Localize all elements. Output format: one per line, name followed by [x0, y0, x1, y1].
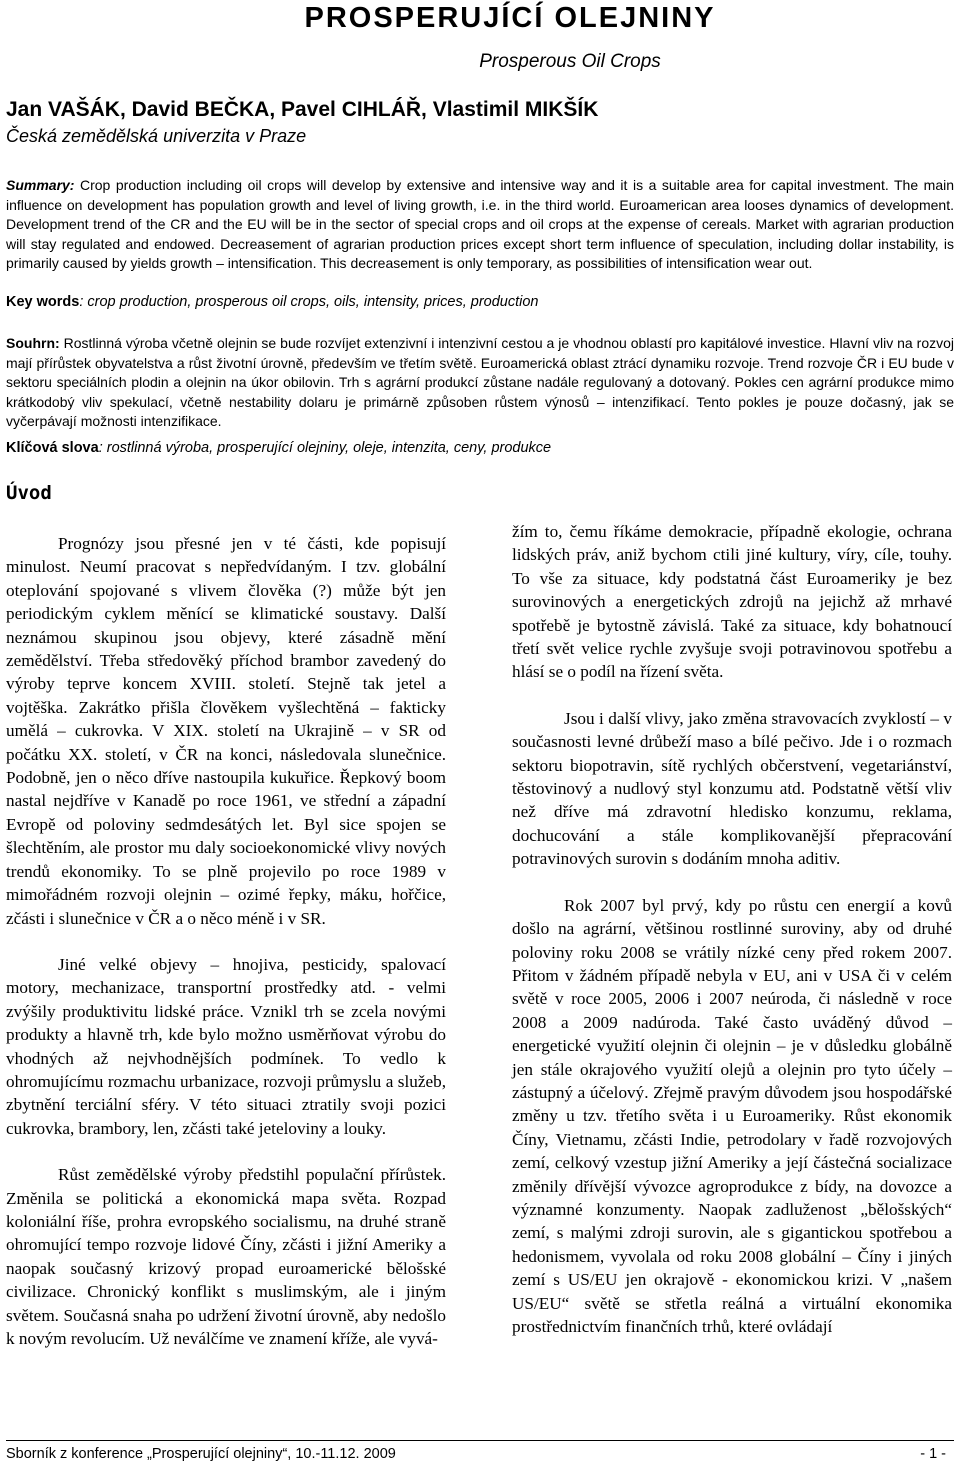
- left-column: [6, 532, 446, 1373]
- paper-subtitle: Prosperous Oil Crops: [479, 51, 661, 72]
- left-paragraph: Prognózy jsou přesné jen v té části, kde popisují minulost. Neumí pracovat s nepředvídaným. I tzv. globální oteplování spojované s vlivem člověka (?) může být jen periodickým cyklem měnící se klimatické soustavy. Další neznámou skupinou jsou objevy, které zásadně mění zemědělství. Třeba středověký příchod brambor zavedený do výroby teprve koncem XVIII. století. Stejně tak jetel a vojtěška. Zakrátko přišla člověkem vyšlechtěná – fakticky umělá – cukrovka. V XIX. století na Ukrajině – v SR od počátku XX. století, v ČR na konci, následovala slunečnice. Podobně, jen o něco dříve nastoupila kukuřice. Řepkový boom nastal nejdříve v Kanadě po roce 1961, ve střední a západní Evropě od poloviny sedmdesátých let. Byl sice spojen se šlechtěním, ale prostor mu daly socioekonomické vlivy nových trendů ekonomiky. To se plně projevilo po roce 1989 v mimořádném rozvoji olejnin – ozimé řepky, máku, hořčice, zčásti i slunečnice v ČR a o něco méně i v SR.: [6, 534, 446, 928]
- footer-source: Sborník z konference „Prosperující olejniny“, 10.-11.12. 2009: [6, 1446, 396, 1462]
- left-paragraph: Růst zemědělské výroby předstihl populační přírůstek. Změnila se politická a ekonomická mapa světa. Rozpad koloniální říše, prohra evropského socialismu, na druhé straně ohromující tempo rozvoje lidové Číny, zčásti i jižní Ameriky a naopak současný krizový propad euroamerické bělošské civilizace. Chronický konflikt s muslimským, ale i jiným světem. Současná snaha po udržení životní úrovně, aby nedošlo k novým revolucím. Už neválčíme ve znamení kříže, ale vyvá-: [6, 1165, 446, 1348]
- keywords-en-label: Key words: [6, 294, 80, 310]
- footer-divider: [6, 1440, 954, 1441]
- paper-title: PROSPERUJÍCÍ OLEJNINY: [304, 2, 716, 34]
- summary-label: Summary:: [6, 177, 75, 193]
- summary-text: Crop production including oil crops will develop by extensive and intensive way and it is a suitable area for capital investment. The main influence on development has population growth and level of living growth, i.e. in the third world. Euroamerican area looses dynamics of development. Development trend of the CR and the EU will be in the sector of special crops and oil crops at the expense of cereals. Market with agrarian production will stay regulated and endowed. Decreasement of agrarian production prices except short term influence of speculation, including dollar instability, is primarily caused by yields growth – intensification. This decreasement is only temporary, as possibilities of intensification wear out.: [6, 177, 954, 272]
- summary-paragraph: [6, 176, 954, 274]
- affiliation: Česká zemědělská univerzita v Praze: [6, 126, 307, 146]
- right-paragraph: Jsou i další vlivy, jako změna stravovacích zvyklostí – v současnosti levné drůbeží maso a bílé pečivo. Jde i o rozmach sektoru biopotravin, sítě rychlých občerstvení, vegetariánství, těstovinový a nudlový styl konzumu atd. Podstatně větší vliv než dříve má zdravotní hledisko konzumu, reklama, dochucování a stále komplikovanější přepracování potravinových surovin s dodáním mnoha aditiv.: [512, 708, 952, 869]
- left-paragraph: Jiné velké objevy – hnojiva, pesticidy, spalovací motory, mechanizace, transportní prostředky atd. - velmi zvýšily produktivitu lidské práce. Vznikl trh se zcela novými produkty a hlavně trh, kde bylo možno usměrňovat výrobu do vhodných až nejvhodnějších podmínek. To vedlo k ohromujícímu rozmachu urbanizace, rozvoji průmyslu a služeb, zbytnění terciální sféry. V této situaci ztratily svoji pozici cukrovka, brambory, len, zčásti také jeteloviny a louky.: [6, 954, 446, 1138]
- right-paragraph: Rok 2007 byl prvý, kdy po růstu cen energií a kovů došlo na agrární, většinou rostlinné suroviny, aby od druhé poloviny roku 2008 se vrátily nízké ceny před rokem 2007. Přitom v žádném případě nebyla v EU, ani v USA či v celém světě v roce 2005, 2006 i 2007 neúroda, či následně v roce 2008 a 2009 nadúroda. Také často uváděný důvod – energetické využití olejnin či olejnin – je v důsledku globálně jen stále okrajového využití olejů a olejnin pro tyto účely – zástupný a účelový. Zřejmě pravým důvodem jsou hospodářské změny u tzv. třetího světa i u Euroameriky. Růst ekonomik Číny, Vietnamu, zčásti Indie, petrodolary v řadě rozvojových zemí, celkový vzestup jižní Ameriky a její částečná socializace změnily dřívější vývozce agroprodukce z bídy, na dovozce a významné konzumenty. Naopak zadluženost „bělošských“ zemí, s malými zdroji surovin, ale s gigantickou spotřebou a hedonismem, vyvolala od roku 2008 globální – Číny i jiných zemí s US/EU jen okrajově - ekonomickou krizi. V „našem US/EU“ světě se střetla reálná a virtuální ekonomika prostřednictvím finančních trhů, které ovládají: [512, 895, 952, 1336]
- keywords-cz: [6, 440, 954, 456]
- keywords-cz-label: Klíčová slova: [6, 440, 99, 456]
- section-heading: Úvod: [6, 482, 52, 504]
- keywords-en-text: : crop production, prosperous oil crops, oils, intensity, prices, production: [79, 294, 539, 310]
- souhrn-paragraph: [6, 334, 954, 432]
- authors: Jan VAŠÁK, David BEČKA, Pavel CIHLÁŘ, Vlastimil MIKŠÍK: [6, 98, 599, 121]
- keywords-en: [6, 294, 954, 310]
- souhrn-label: Souhrn:: [6, 335, 60, 351]
- page-number: - 1 -: [920, 1446, 946, 1462]
- right-paragraph: žím to, čemu říkáme demokracie, případně ekologie, ochrana lidských práv, aniž bychom ctili jiné kultury, víry, cíle, touhy. To vše za situace, kdy podstatná část Euroameriky je bez surovinových a energetických zdrojů na jejichž až mrhavé spotřebě je bytostně závislá. Také za situace, kdy bohatnoucí třetí svět velice rychle zvyšuje svoji potravinovou spotřebu a hlásí se o podíl na řízení světa.: [512, 522, 952, 682]
- footer: [6, 1446, 954, 1462]
- right-column: [512, 520, 952, 1361]
- keywords-cz-text: : rostlinná výroba, prosperující olejniny, oleje, intenzita, ceny, produkce: [98, 440, 552, 456]
- souhrn-text: Rostlinná výroba včetně olejnin se bude rozvíjet extenzivní i intenzivní cestou a je vhodnou oblastí pro kapitálové investice. Hlavní vliv na rozvoj mají přírůstek obyvatelstva a růst životní úrovně, především ve třetím světě. Euroamerická oblast ztrácí dynamiku rozvoje. Trend rozvoje ČR i EU bude v sektoru speciálních plodin a olejnin na úkor obilovin. Trh s agrární produkcí zůstane nadále regulovaný a dotovaný. Pokles cen agrární produkce mimo krátkodobý vliv spekulací, včetně nestability dolaru je primárně způsoben růstem výnosů – intenzifikací. Tento pokles je pouze dočasný, jak se vyčerpávají možnosti intenzifikace.: [6, 335, 954, 430]
